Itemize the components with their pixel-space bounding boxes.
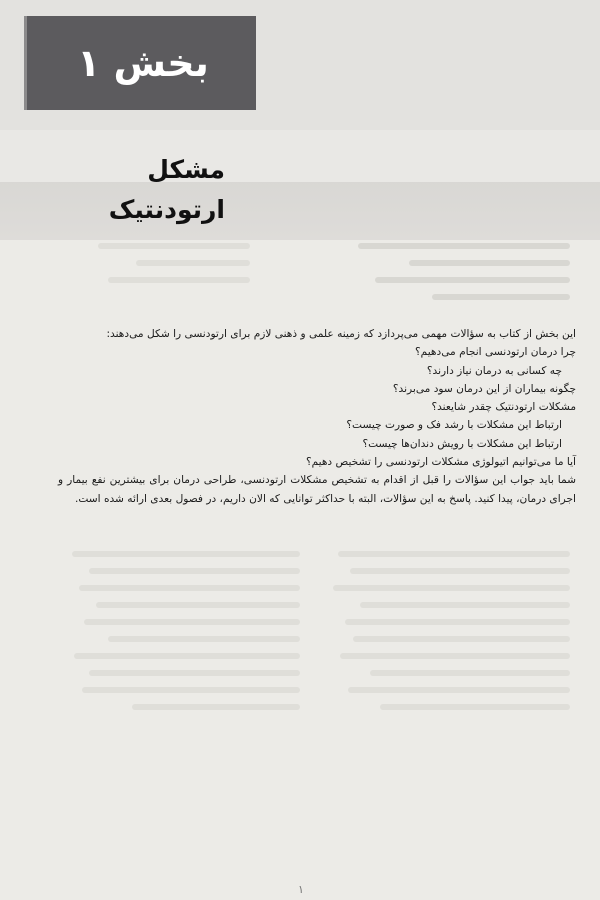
chapter-title: مشکل ارتودنتیک	[108, 155, 225, 224]
question-1: چرا درمان ارتودنسی انجام می‌دهیم؟	[415, 346, 576, 359]
intro-paragraph: این بخش از کتاب به سؤالات مهمی می‌پردازد که زمینه علمی و ذهنی لازم برای ارتودنسی را شکل می‌دهند:	[106, 328, 576, 340]
question-6: ارتباط این مشکلات با رویش دندان‌ها چیست؟	[362, 437, 562, 450]
bleed-through-right-lower	[320, 540, 570, 721]
section-header-box	[24, 16, 256, 110]
question-3: چگونه بیماران از این درمان سود می‌برند؟	[392, 382, 576, 395]
page-number: ۱	[298, 883, 304, 896]
bleed-through-left-upper	[60, 232, 250, 294]
section-title: بخش ۱	[77, 41, 209, 85]
question-2: چه کسانی به درمان نیاز دارند؟	[426, 364, 562, 377]
question-4: مشکلات ارتودنتیک چقدر شایعند؟	[431, 401, 576, 414]
question-5: ارتباط این مشکلات با رشد فک و صورت چیست؟	[346, 419, 562, 432]
question-7: آیا ما می‌توانیم اتیولوژی مشکلات ارتودنسی را تشخیص دهیم؟	[305, 456, 576, 469]
bleed-through-right	[340, 232, 570, 311]
bleed-through-left-mid	[60, 540, 300, 721]
body-text	[58, 325, 576, 508]
closing-paragraph: شما باید جواب این سؤالات را قبل از اقدام به تشخیص مشکلات ارتودنسی، طراحی درمان برای بیشترین نفع بیمار و اجرای درمان، پیدا کنید. پاسخ به این سؤالات، البته با حداکثر توانایی که الان داریم، در فصول بعدی ارائه شده است.	[58, 474, 576, 505]
